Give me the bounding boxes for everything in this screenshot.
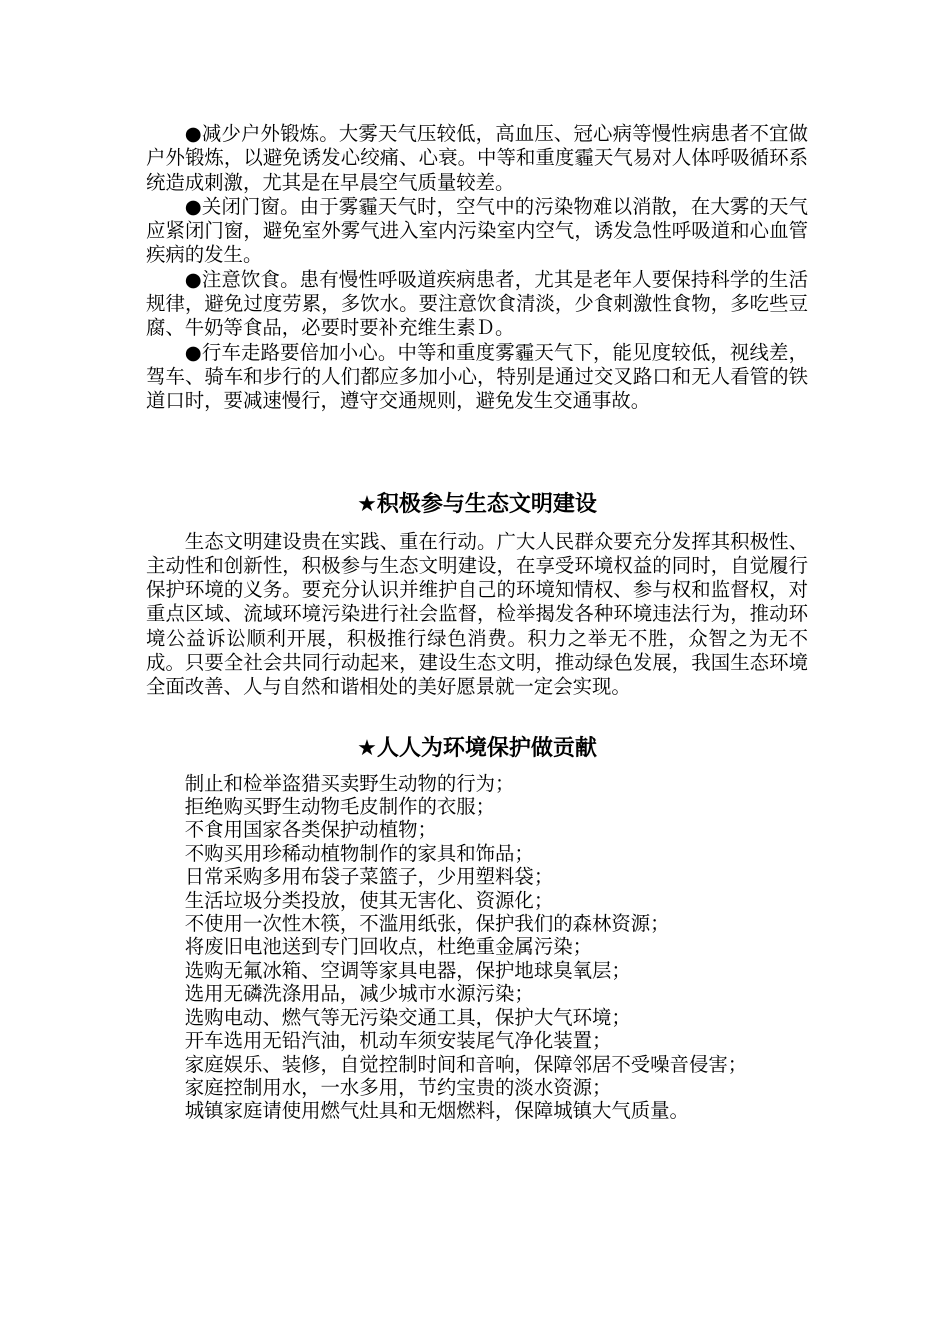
list-item: 生活垃圾分类投放，使其无害化、资源化； (184, 888, 554, 912)
list-item: 家庭控制用水，一水多用，节约宝贵的淡水资源； (184, 1075, 612, 1099)
list-item: 不使用一次性木筷，不滥用纸张，保护我们的森林资源； (184, 912, 670, 936)
list-item: 制止和检举盗猎买卖野生动物的行为； (184, 771, 515, 795)
list-item: 选购电动、燃气等无污染交通工具，保护大气环境； (184, 1005, 631, 1029)
list-item: 不购买用珍稀动植物制作的家具和饰品； (184, 841, 534, 865)
tip-diet: ●注意饮食。患有慢性呼吸道疾病患者，尤其是老年人要保持科学的生活规律，避免过度劳累，多饮水。要注意饮食清淡，少食刺激性食物，多吃些豆腐、牛奶等食品，必要时要补充维生素Ｄ。 (146, 267, 808, 340)
tip-close-windows: ●关闭门窗。由于雾霾天气时，空气中的污染物难以消散，在大雾的天气应紧闭门窗，避免室外雾气进入室内污染室内空气，诱发急性呼吸道和心血管疾病的发生。 (146, 194, 808, 267)
list-item: 开车选用无铅汽油，机动车须安装尾气净化装置； (184, 1029, 612, 1053)
section-title-contribute: ★人人为环境保护做贡献 (357, 735, 597, 761)
list-item: 日常采购多用布袋子菜篮子，少用塑料袋； (184, 865, 554, 889)
list-item: 不食用国家各类保护动植物； (184, 818, 437, 842)
document-page (146, 122, 808, 1123)
contribute-list (146, 772, 808, 1123)
list-item: 选购无氟冰箱、空调等家具电器，保护地球臭氧层； (184, 958, 631, 982)
list-item: 选用无磷洗涤用品，减少城市水源污染； (184, 982, 534, 1006)
tip-traffic-safety: ●行车走路要倍加小心。中等和重度雾霾天气下，能见度较低，视线差，驾车、骑车和步行的人们都应多加小心，特别是通过交叉路口和无人看管的铁道口时，要减速慢行，遵守交通规则，避免发生交通事故。 (146, 340, 808, 413)
section-title-eco-civilization: ★积极参与生态文明建设 (357, 491, 597, 517)
list-item: 家庭娱乐、装修，自觉控制时间和音响，保障邻居不受噪音侵害； (184, 1052, 748, 1076)
tip-outdoor-exercise: ●减少户外锻炼。大雾天气压较低，高血压、冠心病等慢性病患者不宜做户外锻炼，以避免诱发心绞痛、心衰。中等和重度霾天气易对人体呼吸循环系统造成刺激，尤其是在早晨空气质量较差。 (146, 122, 808, 194)
list-item: 城镇家庭请使用燃气灶具和无烟燃料，保障城镇大气质量。 (184, 1099, 689, 1123)
eco-civilization-paragraph: 生态文明建设贵在实践、重在行动。广大人民群众要充分发挥其积极性、主动性和创新性，积极参与生态文明建设，在享受环境权益的同时，自觉履行保护环境的义务。要充分认识并维护自己的环境知情权、参与权和监督权，对重点区域、流域环境污染进行社会监督，检举揭发各种环境违法行为，推动环境公益诉讼顺利开展，积极推行绿色消费。积力之举无不胜，众智之为无不成。只要全社会共同行动起来，建设生态文明，推动绿色发展，我国生态环境全面改善、人与自然和谐相处的美好愿景就一定会实现。 (146, 529, 808, 699)
list-item: 将废旧电池送到专门回收点，杜绝重金属污染； (184, 935, 592, 959)
list-item: 拒绝购买野生动物毛皮制作的衣服； (184, 795, 496, 819)
